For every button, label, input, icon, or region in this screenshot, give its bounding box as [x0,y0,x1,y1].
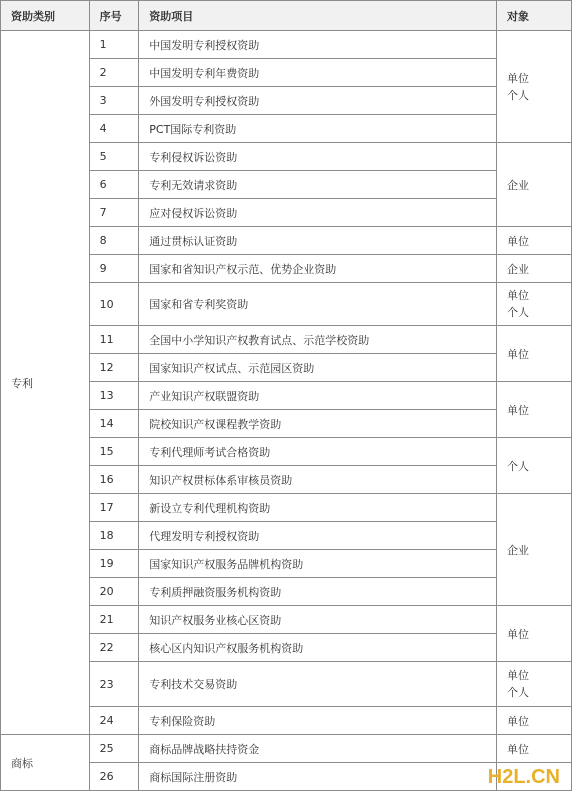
row-item: 产业知识产权联盟资助 [139,382,497,410]
row-item: 通过贯标认证资助 [139,227,497,255]
object-cell: 单位 [497,227,572,255]
row-item: 专利质押融资服务机构资助 [139,578,497,606]
object-cell: 个人 [497,438,572,494]
table-row [1,735,572,763]
row-number: 18 [89,522,139,550]
row-item: 代理发明专利授权资助 [139,522,497,550]
row-item: 院校知识产权课程教学资助 [139,410,497,438]
row-item: 新设立专利代理机构资助 [139,494,497,522]
object-individual: 个人 [507,686,530,699]
object-individual: 个人 [507,88,530,102]
header-category: 资助类别 [1,1,90,31]
object-unit: 单位 [507,289,530,302]
row-item: 全国中小学知识产权教育试点、示范学校资助 [139,326,497,354]
header-number: 序号 [89,1,139,31]
row-number: 2 [89,59,139,87]
row-number: 26 [89,763,139,791]
row-number: 11 [89,326,139,354]
row-number: 5 [89,143,139,171]
row-number: 21 [89,606,139,634]
category-trademark: 商标 [1,735,90,791]
object-cell: 单位 [497,707,572,735]
row-item: 商标国际注册资助 [139,763,497,791]
row-number: 13 [89,382,139,410]
row-item: 专利侵权诉讼资助 [139,143,497,171]
row-item: 核心区内知识产权服务机构资助 [139,634,497,662]
row-item: 中国发明专利年费资助 [139,59,497,87]
table-header-row [1,1,572,31]
row-item: 知识产权贯标体系审核员资助 [139,466,497,494]
header-object: 对象 [497,1,572,31]
row-number: 7 [89,199,139,227]
row-number: 20 [89,578,139,606]
row-number: 1 [89,31,139,59]
object-unit: 单位 [507,71,530,85]
object-cell [497,31,572,143]
object-cell: 企业 [497,255,572,283]
row-item: 应对侵权诉讼资助 [139,199,497,227]
row-item: 专利无效请求资助 [139,171,497,199]
row-number: 14 [89,410,139,438]
row-item: 国家知识产权试点、示范园区资助 [139,354,497,382]
row-number: 23 [89,662,139,707]
row-number: 25 [89,735,139,763]
row-number: 6 [89,171,139,199]
watermark-text: H2L.CN [487,766,560,788]
table-row [1,31,572,59]
row-number: 10 [89,283,139,326]
object-cell [497,662,572,707]
row-item: 专利技术交易资助 [139,662,497,707]
row-number: 12 [89,354,139,382]
row-number: 15 [89,438,139,466]
header-item: 资助项目 [139,1,497,31]
object-cell [497,283,572,326]
watermark-logo [488,766,560,789]
row-number: 3 [89,87,139,115]
object-cell: 企业 [497,494,572,606]
object-unit: 单位 [507,669,530,682]
row-item: 国家和省专利奖资助 [139,283,497,326]
row-item: 国家知识产权服务品牌机构资助 [139,550,497,578]
object-cell: 单位 [497,735,572,763]
row-item: 知识产权服务业核心区资助 [139,606,497,634]
row-number: 4 [89,115,139,143]
row-item: PCT国际专利资助 [139,115,497,143]
row-number: 22 [89,634,139,662]
object-individual: 个人 [507,306,530,319]
row-item: 专利保险资助 [139,707,497,735]
row-number: 8 [89,227,139,255]
row-item: 外国发明专利授权资助 [139,87,497,115]
row-number: 9 [89,255,139,283]
object-cell: 单位 [497,382,572,438]
row-item: 中国发明专利授权资助 [139,31,497,59]
row-number: 24 [89,707,139,735]
object-cell: 单位 [497,326,572,382]
category-patent: 专利 [1,31,90,735]
row-number: 19 [89,550,139,578]
row-number: 16 [89,466,139,494]
row-item: 专利代理师考试合格资助 [139,438,497,466]
object-cell: 企业 [497,143,572,227]
row-number: 17 [89,494,139,522]
row-item: 国家和省知识产权示范、优势企业资助 [139,255,497,283]
row-item: 商标品牌战略扶持资金 [139,735,497,763]
object-cell: 单位 [497,606,572,662]
